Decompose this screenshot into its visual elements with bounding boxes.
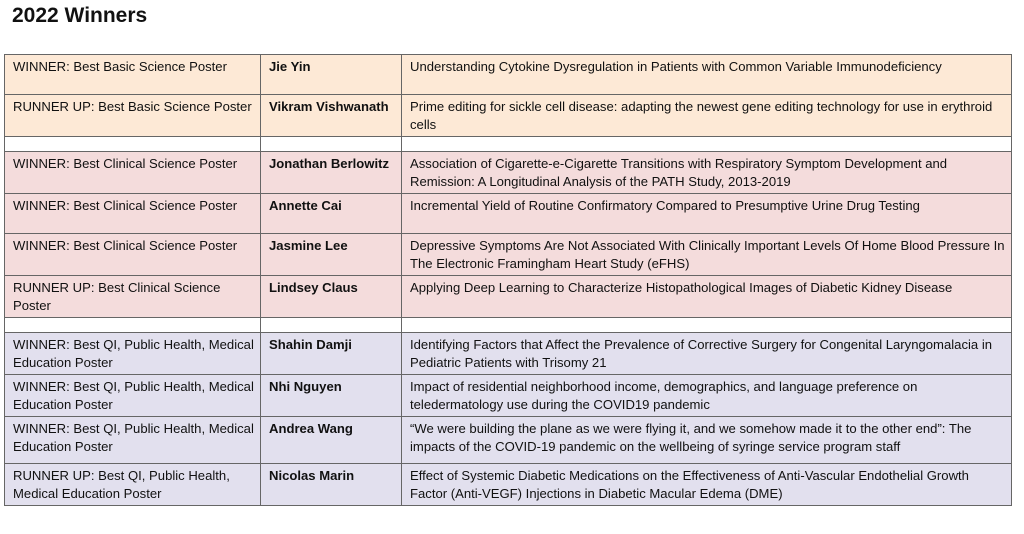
table-row: [5, 276, 1012, 318]
poster-title-cell: Identifying Factors that Affect the Prevalence of Corrective Surgery for Congenital Laryngomalacia in Pediatric Patients with Trisomy 21: [402, 333, 1012, 375]
category-cell: RUNNER UP: Best QI, Public Health, Medical Education Poster: [5, 464, 261, 506]
category-cell: WINNER: Best Clinical Science Poster: [5, 152, 261, 194]
category-cell: RUNNER UP: Best Clinical Science Poster: [5, 276, 261, 318]
table-row: [5, 95, 1012, 137]
empty-cell: [5, 137, 261, 152]
poster-title-cell: Association of Cigarette-e-Cigarette Transitions with Respiratory Symptom Development and Remission: A Longitudinal Analysis of the PATH Study, 2013-2019: [402, 152, 1012, 194]
poster-title-cell: Understanding Cytokine Dysregulation in Patients with Common Variable Immunodeficiency: [402, 55, 1012, 95]
page-title: 2022 Winners: [12, 4, 148, 27]
table-row: [5, 333, 1012, 375]
category-cell: WINNER: Best QI, Public Health, Medical Education Poster: [5, 417, 261, 464]
table-row: [5, 417, 1012, 464]
empty-cell: [5, 318, 261, 333]
poster-title-cell: Incremental Yield of Routine Confirmatory Compared to Presumptive Urine Drug Testing: [402, 194, 1012, 234]
poster-title-cell: Effect of Systemic Diabetic Medications on the Effectiveness of Anti-Vascular Endothelial Growth Factor (Anti-VEGF) Injections in Diabetic Macular Edema (DME): [402, 464, 1012, 506]
poster-title-cell: Depressive Symptoms Are Not Associated With Clinically Important Levels Of Home Blood Pressure In The Electronic Framingham Heart Study (eFHS): [402, 234, 1012, 276]
spacer-row: [5, 137, 1012, 152]
poster-title-cell: “We were building the plane as we were flying it, and we somehow made it to the other end”: The impacts of the COVID-19 pandemic on the wellbeing of syringe service program staff: [402, 417, 1012, 464]
winner-name-cell: Nicolas Marin: [261, 464, 402, 506]
winner-name-cell: Annette Cai: [261, 194, 402, 234]
table-row: [5, 234, 1012, 276]
category-cell: WINNER: Best Clinical Science Poster: [5, 194, 261, 234]
category-cell: WINNER: Best Basic Science Poster: [5, 55, 261, 95]
category-cell: WINNER: Best Clinical Science Poster: [5, 234, 261, 276]
winner-name-cell: Vikram Vishwanath: [261, 95, 402, 137]
table-row: [5, 375, 1012, 417]
poster-title-cell: Prime editing for sickle cell disease: adapting the newest gene editing technology for use in erythroid cells: [402, 95, 1012, 137]
winners-table: [4, 54, 1012, 506]
poster-title-cell: Applying Deep Learning to Characterize Histopathological Images of Diabetic Kidney Disease: [402, 276, 1012, 318]
winner-name-cell: Jie Yin: [261, 55, 402, 95]
poster-title-cell: Impact of residential neighborhood income, demographics, and language preference on teledermatology use during the COVID19 pandemic: [402, 375, 1012, 417]
empty-cell: [261, 137, 402, 152]
table-row: [5, 464, 1012, 506]
winner-name-cell: Jasmine Lee: [261, 234, 402, 276]
winner-name-cell: Lindsey Claus: [261, 276, 402, 318]
empty-cell: [261, 318, 402, 333]
category-cell: WINNER: Best QI, Public Health, Medical Education Poster: [5, 333, 261, 375]
empty-cell: [402, 137, 1012, 152]
winner-name-cell: Shahin Damji: [261, 333, 402, 375]
winner-name-cell: Nhi Nguyen: [261, 375, 402, 417]
winner-name-cell: Andrea Wang: [261, 417, 402, 464]
spacer-row: [5, 318, 1012, 333]
category-cell: WINNER: Best QI, Public Health, Medical Education Poster: [5, 375, 261, 417]
table-row: [5, 194, 1012, 234]
category-cell: RUNNER UP: Best Basic Science Poster: [5, 95, 261, 137]
winner-name-cell: Jonathan Berlowitz: [261, 152, 402, 194]
table-row: [5, 55, 1012, 95]
table-row: [5, 152, 1012, 194]
empty-cell: [402, 318, 1012, 333]
